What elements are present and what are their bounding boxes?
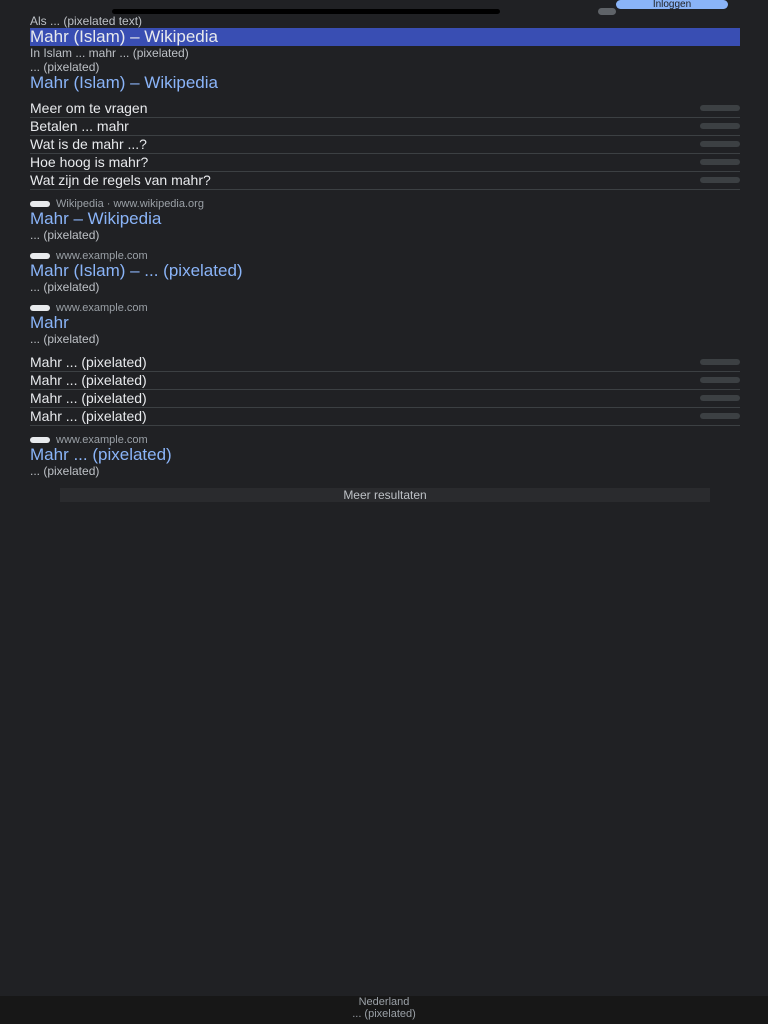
search-result <box>30 434 740 478</box>
chevron-down-icon <box>700 159 740 165</box>
result-source: www.example.com <box>56 434 148 446</box>
result-title[interactable]: Mahr – Wikipedia <box>30 209 162 228</box>
footer <box>0 996 768 1024</box>
site-favicon-icon <box>30 305 50 311</box>
paa-item[interactable]: Hoe hoog is mahr? <box>30 154 740 172</box>
related-item[interactable]: Mahr ... (pixelated) <box>30 354 740 372</box>
paa-item[interactable]: Betalen ... mahr <box>30 118 740 136</box>
paa-item[interactable]: Wat zijn de regels van mahr? <box>30 172 740 190</box>
people-also-ask <box>30 100 740 190</box>
snippet-title[interactable]: Mahr (Islam) – Wikipedia <box>30 28 740 46</box>
chevron-down-icon <box>700 141 740 147</box>
chevron-right-icon <box>700 359 740 365</box>
chevron-down-icon <box>700 177 740 183</box>
result-title[interactable]: Mahr ... (pixelated) <box>30 445 172 464</box>
footer-location: Nederland <box>358 996 410 1008</box>
chevron-right-icon <box>700 413 740 419</box>
search-result <box>30 198 740 242</box>
result-source: www.example.com <box>56 250 148 262</box>
site-favicon-icon <box>30 437 50 443</box>
paa-item[interactable]: Meer om te vragen <box>30 100 740 118</box>
search-result <box>30 250 740 294</box>
result-source: www.example.com <box>56 302 148 314</box>
chevron-right-icon <box>700 377 740 383</box>
related-item[interactable]: Mahr ... (pixelated) <box>30 408 740 426</box>
snippet-body: In Islam ... mahr ... (pixelated) <box>30 46 189 60</box>
result-title[interactable]: Mahr <box>30 313 69 332</box>
chevron-down-icon <box>700 105 740 111</box>
snippet-link[interactable]: Mahr (Islam) – Wikipedia <box>30 73 218 92</box>
related-item[interactable]: Mahr ... (pixelated) <box>30 390 740 408</box>
chevron-right-icon <box>700 395 740 401</box>
chevron-down-icon <box>700 123 740 129</box>
result-snippet: ... (pixelated) <box>30 464 100 478</box>
snippet-intro: Als ... (pixelated text) <box>30 14 143 28</box>
result-snippet: ... (pixelated) <box>30 280 100 294</box>
snippet-body-2: ... (pixelated) <box>30 60 100 74</box>
related-searches <box>30 354 740 426</box>
related-item[interactable]: Mahr ... (pixelated) <box>30 372 740 390</box>
result-snippet: ... (pixelated) <box>30 332 100 346</box>
result-title[interactable]: Mahr (Islam) – ... (pixelated) <box>30 261 243 280</box>
login-button[interactable]: Inloggen <box>616 0 728 9</box>
paa-item[interactable]: Wat is de mahr ...? <box>30 136 740 154</box>
site-favicon-icon <box>30 253 50 259</box>
result-source: Wikipedia · www.wikipedia.org <box>56 198 204 210</box>
results-content <box>30 14 740 504</box>
footer-links[interactable]: ... (pixelated) <box>352 1008 416 1020</box>
search-result <box>30 302 740 346</box>
result-snippet: ... (pixelated) <box>30 228 100 242</box>
more-results-button[interactable]: Meer resultaten <box>60 488 710 502</box>
site-favicon-icon <box>30 201 50 207</box>
